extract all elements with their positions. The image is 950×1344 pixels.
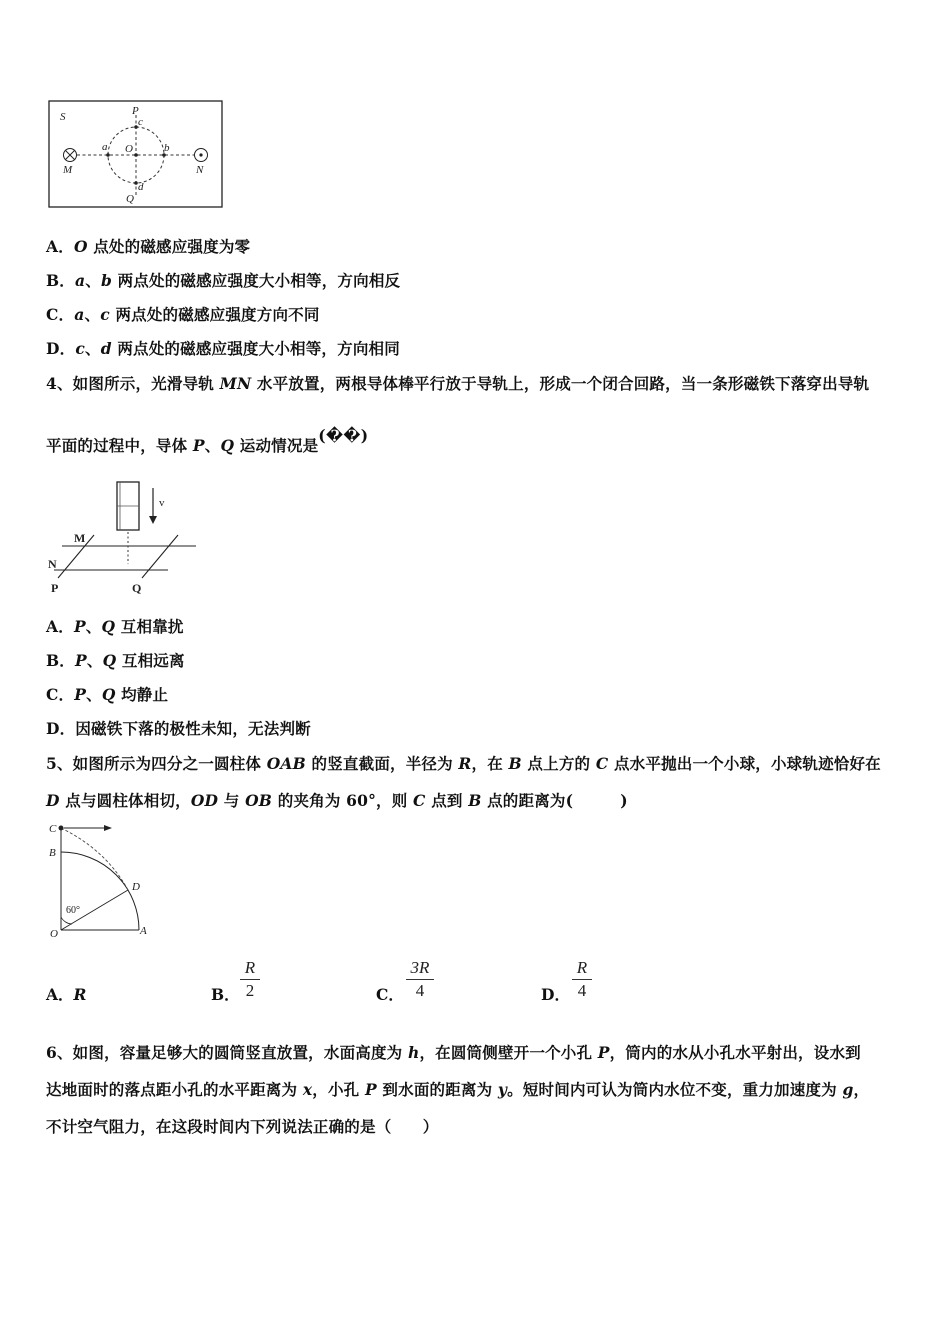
q4-stem-line2: 平面的过程中，导体 P、Q 运动情况是(��) — [46, 426, 369, 455]
q5-option-c-fraction: 3R 4 — [406, 958, 434, 1001]
q5-option-d: D． — [541, 985, 570, 1004]
q4-option-d: D．因磁铁下落的极性未知，无法判断 — [46, 719, 311, 738]
svg-text:N: N — [48, 557, 57, 571]
q3-option-b: B．a、b 两点处的磁感应强度大小相等，方向相反 — [46, 271, 401, 290]
svg-text:60°: 60° — [66, 905, 80, 916]
fig-label-Q: Q — [126, 193, 134, 205]
fig-label-a: a — [102, 141, 108, 153]
fig-label-O: O — [125, 143, 133, 155]
svg-text:A: A — [140, 925, 147, 937]
svg-text:C: C — [49, 823, 57, 835]
q5-option-a: A．R — [46, 985, 87, 1004]
q5-option-b: B． — [211, 985, 240, 1004]
fig-label-c: c — [138, 116, 143, 128]
svg-text:B: B — [49, 847, 56, 859]
fig-label-P: P — [132, 105, 139, 117]
q4-option-b: B．P、Q 互相远离 — [46, 651, 185, 670]
q6-stem-line2: 达地面时的落点距小孔的水平距离为 x，小孔 P 到水面的距离为 y。短时间内可认为筒内水位不变，重力加速度为 g， — [46, 1080, 870, 1099]
fig-label-N: N — [196, 164, 204, 176]
q5-figure — [46, 820, 156, 942]
svg-text:Q: Q — [132, 581, 142, 595]
q6-stem-line3: 不计空气阻力，在这段时间内下列说法正确的是（ ） — [46, 1117, 439, 1136]
q3-option-a: A．O 点处的磁感应强度为零 — [46, 237, 251, 256]
q4-stem-line1: 4、如图所示，光滑导轨 MN 水平放置，两根导体棒平行放于导轨上，形成一个闭合回路，当一条形磁铁下落穿出导轨 — [46, 374, 870, 393]
q5-option-b-fraction: R 2 — [240, 958, 260, 1001]
q5-option-d-fraction: R 4 — [572, 958, 592, 1001]
q6-stem-line1: 6、如图，容量足够大的圆筒竖直放置，水面高度为 h，在圆筒侧壁开一个小孔 P，筒内的水从小孔水平射出，设水到 — [46, 1043, 861, 1062]
fig-label-M: M — [63, 164, 73, 176]
fig-label-S: S — [60, 111, 66, 123]
q4-option-c: C．P、Q 均静止 — [46, 685, 169, 704]
q5-option-c: C． — [376, 985, 404, 1004]
q5-stem-line2: D 点与圆柱体相切，OD 与 OB 的夹角为 60°，则 C 点到 B 点的距离为( ) — [46, 791, 628, 810]
fig-label-d: d — [138, 181, 144, 193]
svg-text:M: M — [74, 531, 86, 545]
svg-text:D: D — [132, 881, 140, 893]
svg-text:O: O — [50, 928, 58, 940]
q4-option-a: A．P、Q 互相靠扰 — [46, 617, 184, 636]
q5-stem-line1: 5、如图所示为四分之一圆柱体 OAB 的竖直截面，半径为 R，在 B 点上方的 C 点水平抛出一个小球，小球轨迹恰好在 — [46, 754, 881, 773]
svg-text:P: P — [51, 581, 59, 595]
q4-figure — [46, 478, 206, 598]
fig-label-b: b — [164, 142, 170, 154]
q3-option-d: D．c、d 两点处的磁感应强度大小相等，方向相同 — [46, 339, 400, 358]
svg-text:v: v — [159, 497, 165, 509]
q3-option-c: C．a、c 两点处的磁感应强度方向不同 — [46, 305, 320, 324]
q3-figure — [46, 100, 226, 210]
